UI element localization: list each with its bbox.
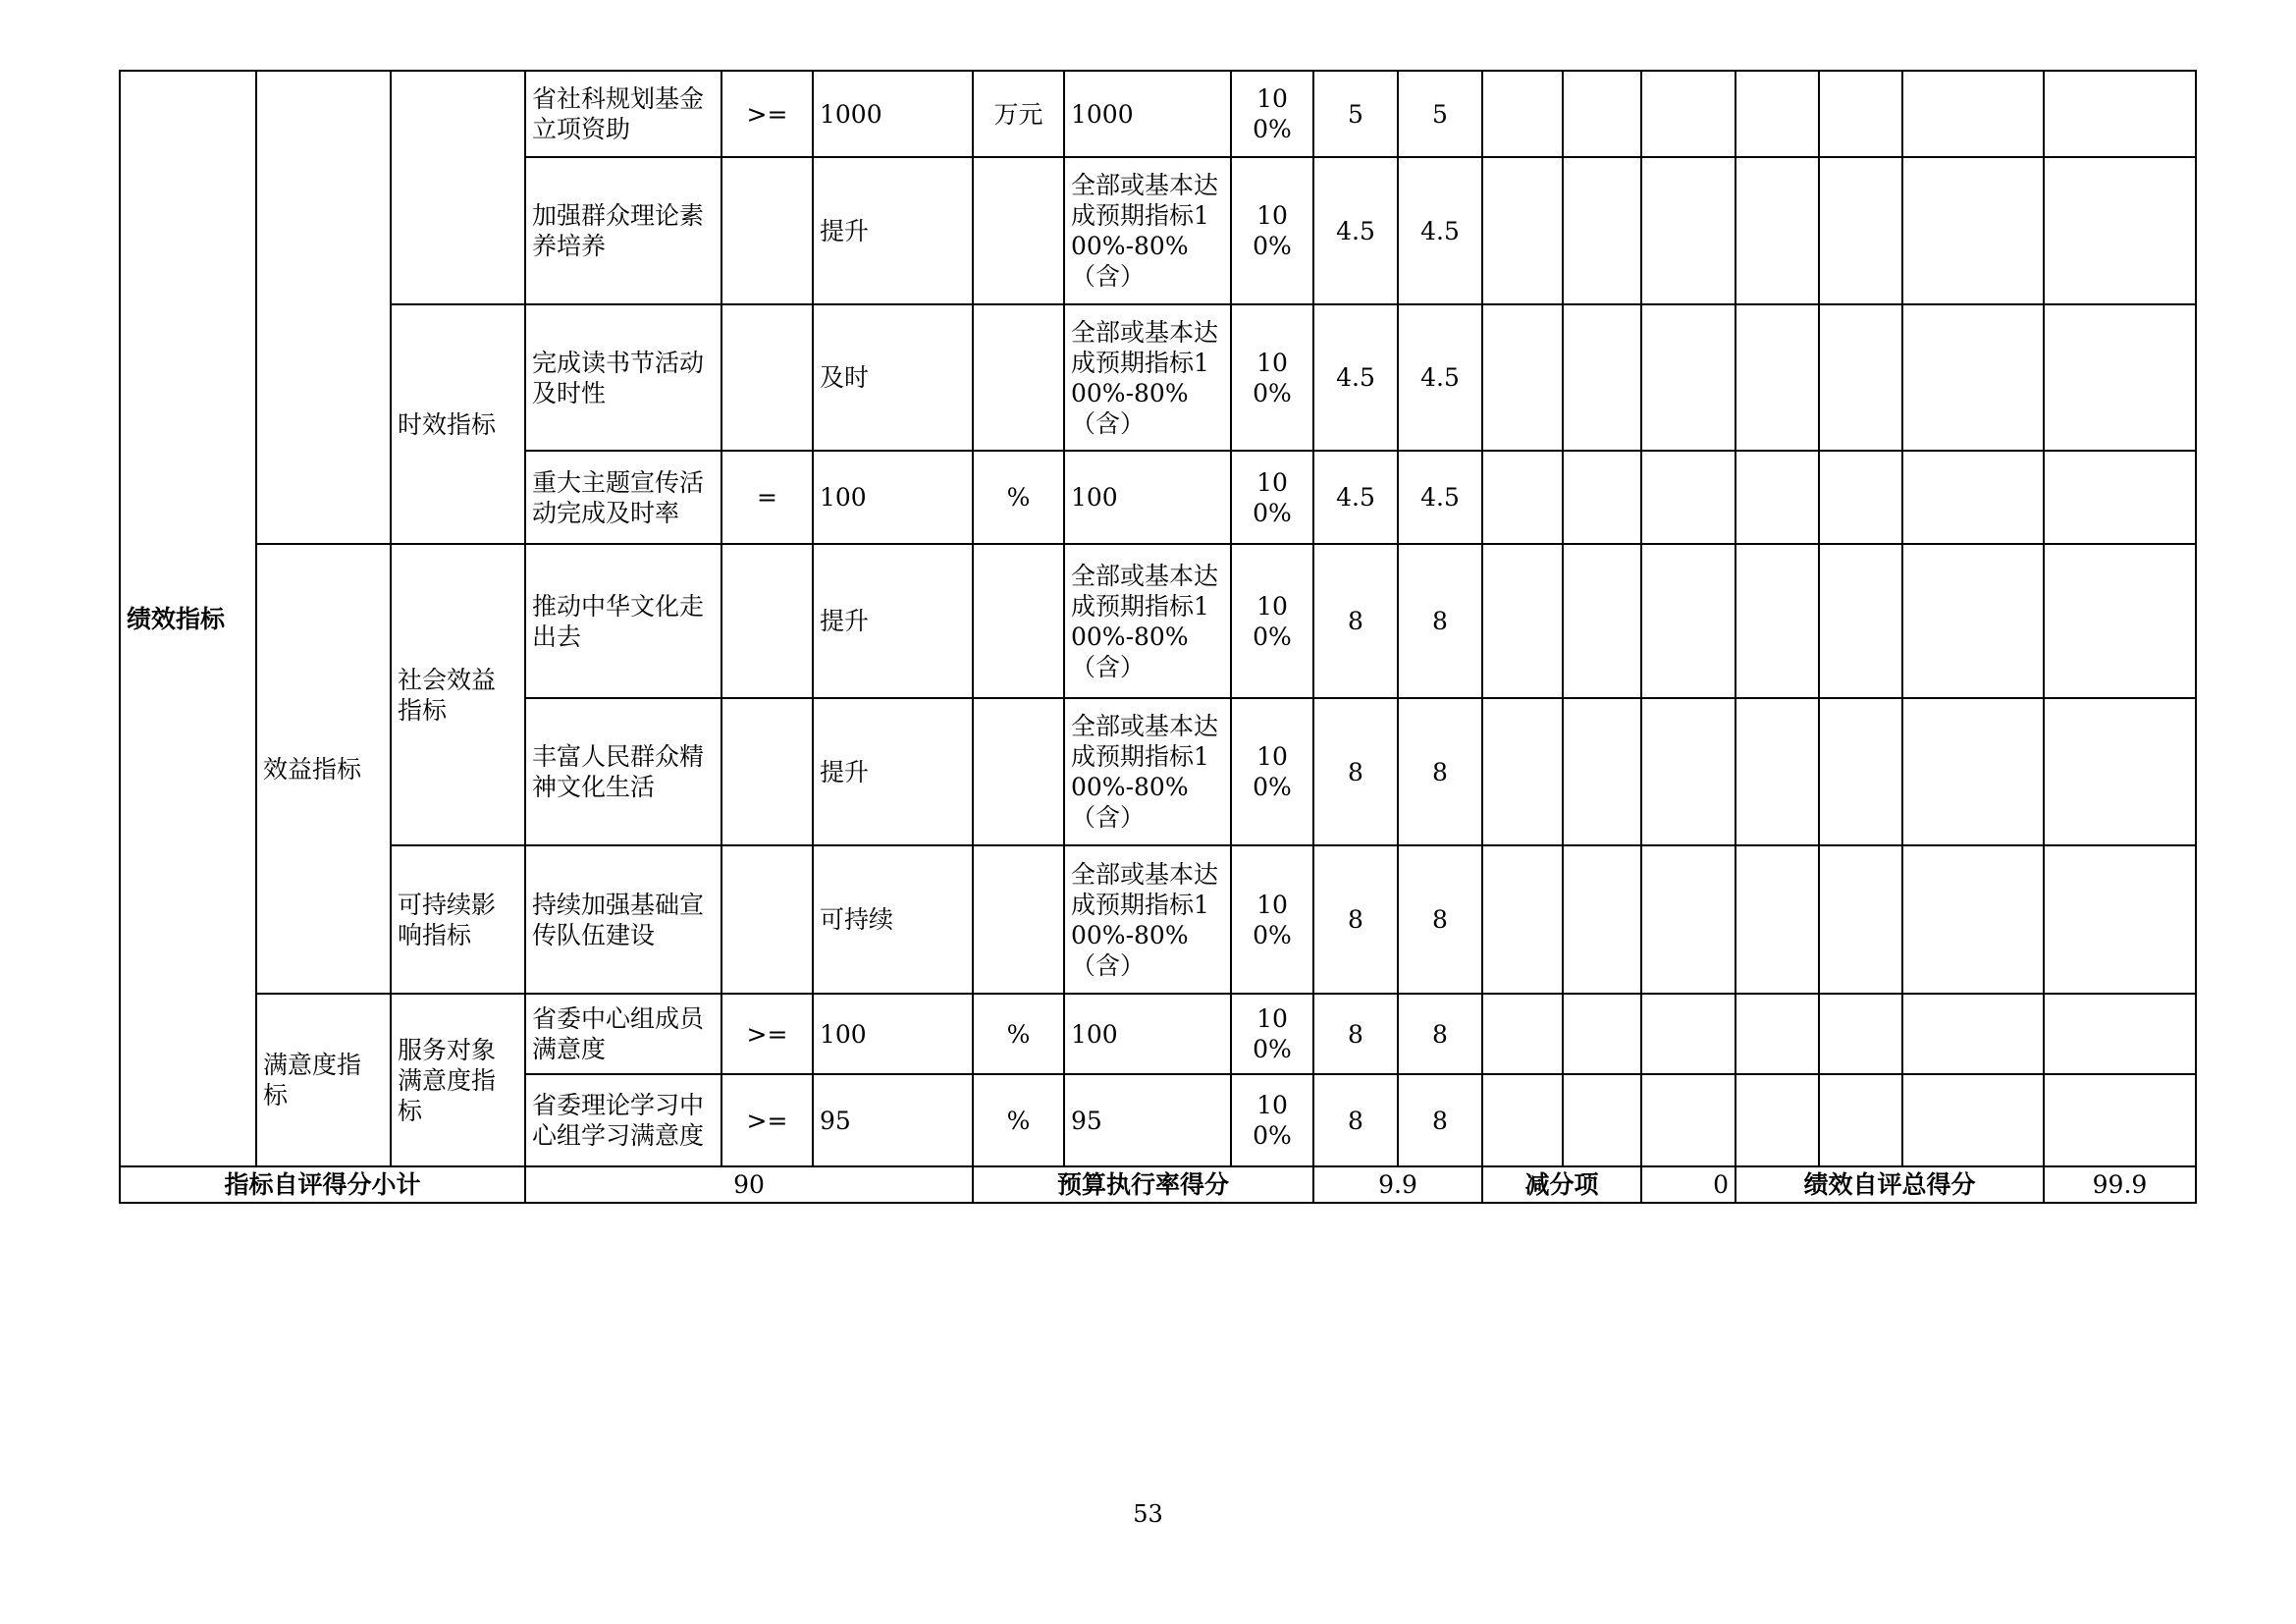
empty-cell: [1641, 451, 1735, 544]
target-value: 1000: [813, 71, 973, 157]
empty-cell: [256, 71, 391, 544]
unit: %: [973, 994, 1064, 1074]
unit: [973, 845, 1064, 994]
empty-cell: [1563, 451, 1641, 544]
empty-cell: [1641, 71, 1735, 157]
empty-cell: [1563, 71, 1641, 157]
table-row: [120, 994, 2196, 1074]
empty-cell: [1482, 71, 1563, 157]
operator: >=: [721, 1074, 813, 1166]
sub-category-social: 社会效益指标: [391, 544, 525, 845]
subtotal-value: 90: [525, 1166, 973, 1203]
empty-cell: [1819, 994, 1902, 1074]
empty-cell: [1819, 157, 1902, 304]
empty-cell: [2044, 845, 2196, 994]
score: 8: [1398, 698, 1482, 845]
indicator-name: 加强群众理论素养培养: [525, 157, 721, 304]
empty-cell: [1735, 698, 1819, 845]
table-row: [120, 71, 2196, 157]
actual-value: 全部或基本达成预期指标100%-80%（含）: [1064, 157, 1231, 304]
empty-cell: [1482, 544, 1563, 698]
completion-rate: 100%: [1231, 304, 1313, 451]
budget-value: 9.9: [1313, 1166, 1482, 1203]
indicator-name: 完成读书节活动及时性: [525, 304, 721, 451]
level1-cell: 绩效指标: [120, 71, 256, 1166]
empty-cell: [1819, 71, 1902, 157]
empty-cell: [1482, 994, 1563, 1074]
unit: [973, 544, 1064, 698]
operator: >=: [721, 71, 813, 157]
empty-cell: [1482, 304, 1563, 451]
performance-table: [119, 70, 2197, 1204]
target-value: 95: [813, 1074, 973, 1166]
weight: 8: [1313, 544, 1398, 698]
page-number: 53: [1133, 1500, 1163, 1528]
empty-cell: [1482, 451, 1563, 544]
weight: 8: [1313, 1074, 1398, 1166]
empty-cell: [1902, 544, 2044, 698]
weight: 4.5: [1313, 451, 1398, 544]
score: 4.5: [1398, 157, 1482, 304]
total-label: 绩效自评总得分: [1735, 1166, 2044, 1203]
completion-rate: 100%: [1231, 544, 1313, 698]
score: 8: [1398, 1074, 1482, 1166]
score: 4.5: [1398, 451, 1482, 544]
target-value: 提升: [813, 698, 973, 845]
empty-cell: [1902, 157, 2044, 304]
deduct-label: 减分项: [1482, 1166, 1641, 1203]
empty-cell: [1819, 451, 1902, 544]
empty-cell: [1641, 845, 1735, 994]
score: 8: [1398, 845, 1482, 994]
table-row: [120, 544, 2196, 698]
table-row: [120, 845, 2196, 994]
deduct-value: 0: [1641, 1166, 1735, 1203]
empty-cell: [1641, 304, 1735, 451]
empty-cell: [1902, 698, 2044, 845]
empty-cell: [1735, 1074, 1819, 1166]
operator: [721, 698, 813, 845]
empty-cell: [2044, 544, 2196, 698]
empty-cell: [1819, 698, 1902, 845]
empty-cell: [1641, 1074, 1735, 1166]
empty-cell: [1482, 157, 1563, 304]
actual-value: 全部或基本达成预期指标100%-80%（含）: [1064, 544, 1231, 698]
target-value: 可持续: [813, 845, 973, 994]
weight: 5: [1313, 71, 1398, 157]
completion-rate: 100%: [1231, 698, 1313, 845]
actual-value: 全部或基本达成预期指标100%-80%（含）: [1064, 845, 1231, 994]
empty-cell: [2044, 698, 2196, 845]
actual-value: 全部或基本达成预期指标100%-80%（含）: [1064, 698, 1231, 845]
completion-rate: 100%: [1231, 451, 1313, 544]
weight: 4.5: [1313, 157, 1398, 304]
sub-category-service: 服务对象满意度指标: [391, 994, 525, 1166]
empty-cell: [1902, 994, 2044, 1074]
empty-cell: [1563, 698, 1641, 845]
empty-cell: [2044, 1074, 2196, 1166]
empty-cell: [1563, 157, 1641, 304]
empty-cell: [1735, 71, 1819, 157]
completion-rate: 100%: [1231, 71, 1313, 157]
completion-rate: 100%: [1231, 157, 1313, 304]
empty-cell: [1735, 157, 1819, 304]
table-row: [120, 304, 2196, 451]
empty-cell: [391, 71, 525, 304]
actual-value: 100: [1064, 451, 1231, 544]
unit: [973, 698, 1064, 845]
operator: [721, 544, 813, 698]
indicator-name: 推动中华文化走出去: [525, 544, 721, 698]
empty-cell: [1641, 994, 1735, 1074]
empty-cell: [1819, 304, 1902, 451]
empty-cell: [2044, 157, 2196, 304]
unit: %: [973, 451, 1064, 544]
empty-cell: [1482, 698, 1563, 845]
empty-cell: [1641, 698, 1735, 845]
empty-cell: [1563, 994, 1641, 1074]
unit: [973, 157, 1064, 304]
empty-cell: [1563, 1074, 1641, 1166]
empty-cell: [2044, 994, 2196, 1074]
completion-rate: 100%: [1231, 994, 1313, 1074]
indicator-name: 重大主题宣传活动完成及时率: [525, 451, 721, 544]
indicator-name: 持续加强基础宣传队伍建设: [525, 845, 721, 994]
weight: 8: [1313, 845, 1398, 994]
operator: [721, 157, 813, 304]
target-value: 100: [813, 451, 973, 544]
operator: [721, 845, 813, 994]
empty-cell: [1902, 71, 2044, 157]
empty-cell: [1902, 845, 2044, 994]
empty-cell: [1641, 544, 1735, 698]
empty-cell: [1902, 304, 2044, 451]
actual-value: 1000: [1064, 71, 1231, 157]
empty-cell: [1902, 451, 2044, 544]
empty-cell: [1819, 845, 1902, 994]
indicator-name: 省委中心组成员满意度: [525, 994, 721, 1074]
target-value: 提升: [813, 157, 973, 304]
score: 8: [1398, 994, 1482, 1074]
empty-cell: [1735, 451, 1819, 544]
completion-rate: 100%: [1231, 1074, 1313, 1166]
operator: [721, 304, 813, 451]
empty-cell: [1563, 845, 1641, 994]
empty-cell: [1641, 157, 1735, 304]
operator: =: [721, 451, 813, 544]
score: 5: [1398, 71, 1482, 157]
target-value: 100: [813, 994, 973, 1074]
unit: 万元: [973, 71, 1064, 157]
operator: >=: [721, 994, 813, 1074]
weight: 4.5: [1313, 304, 1398, 451]
empty-cell: [1902, 1074, 2044, 1166]
empty-cell: [1735, 304, 1819, 451]
summary-row: [120, 1166, 2196, 1203]
score: 4.5: [1398, 304, 1482, 451]
target-value: 及时: [813, 304, 973, 451]
completion-rate: 100%: [1231, 845, 1313, 994]
empty-cell: [1735, 544, 1819, 698]
empty-cell: [2044, 304, 2196, 451]
subtotal-label: 指标自评得分小计: [120, 1166, 525, 1203]
sub-category-time: 时效指标: [391, 304, 525, 544]
empty-cell: [1819, 544, 1902, 698]
weight: 8: [1313, 698, 1398, 845]
indicator-name: 省委理论学习中心组学习满意度: [525, 1074, 721, 1166]
unit: [973, 304, 1064, 451]
empty-cell: [1563, 304, 1641, 451]
empty-cell: [2044, 451, 2196, 544]
total-value: 99.9: [2044, 1166, 2196, 1203]
indicator-name: 丰富人民群众精神文化生活: [525, 698, 721, 845]
score: 8: [1398, 544, 1482, 698]
sub-category-sustain: 可持续影响指标: [391, 845, 525, 994]
empty-cell: [1563, 544, 1641, 698]
actual-value: 全部或基本达成预期指标100%-80%（含）: [1064, 304, 1231, 451]
empty-cell: [1819, 1074, 1902, 1166]
actual-value: 100: [1064, 994, 1231, 1074]
indicator-name: 省社科规划基金立项资助: [525, 71, 721, 157]
empty-cell: [1735, 994, 1819, 1074]
budget-label: 预算执行率得分: [973, 1166, 1313, 1203]
actual-value: 95: [1064, 1074, 1231, 1166]
empty-cell: [1735, 845, 1819, 994]
target-value: 提升: [813, 544, 973, 698]
empty-cell: [1482, 1074, 1563, 1166]
category-satisfaction: 满意度指标: [256, 994, 391, 1166]
weight: 8: [1313, 994, 1398, 1074]
category-effect: 效益指标: [256, 544, 391, 994]
unit: %: [973, 1074, 1064, 1166]
empty-cell: [1482, 845, 1563, 994]
empty-cell: [2044, 71, 2196, 157]
